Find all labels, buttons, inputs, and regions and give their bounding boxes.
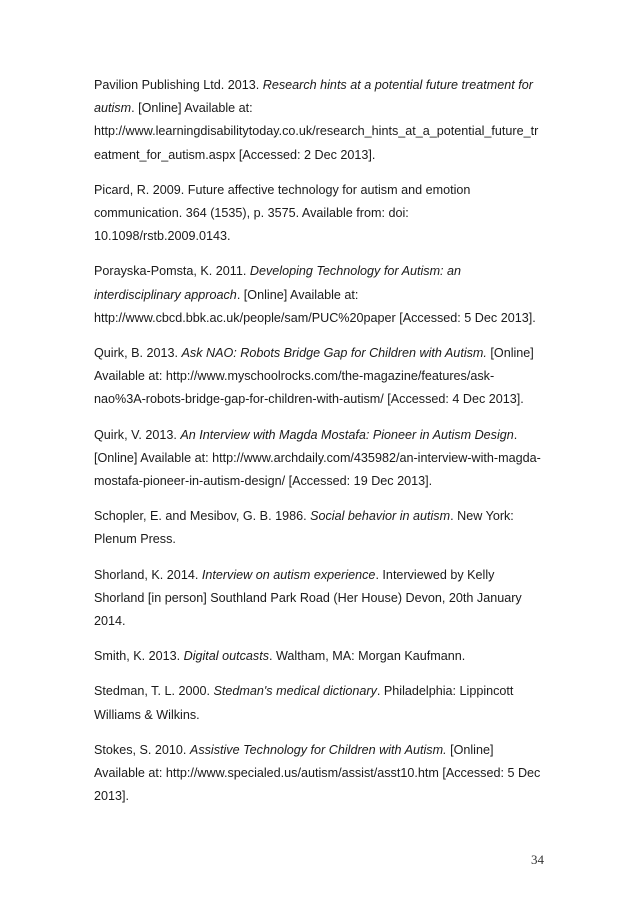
reference-text: Stedman, T. L. 2000. [94, 684, 214, 699]
reference-entry [94, 74, 544, 167]
reference-title: Ask NAO: Robots Bridge Gap for Children with Autism. [181, 346, 487, 361]
reference-title: Stedman's medical dictionary [213, 684, 377, 699]
reference-text: . [Online] Available at: http://www.archdaily.com/435982/an-interview-with-magda-mostafa-pioneer-in-autism-design/ [Accessed: 19 Dec 2013]. [94, 427, 541, 489]
reference-entry [94, 260, 544, 330]
reference-text: [Online] Available at: http://www.myschoolrocks.com/the-magazine/features/ask-nao%3A-robots-bridge-gap-for-children-with-autism/ [Accessed: 4 Dec 2013]. [94, 346, 534, 407]
reference-text: . Interviewed by Kelly Shorland [in person] Southland Park Road (Her House) Devon, 20th January 2014. [94, 567, 522, 629]
reference-title: An Interview with Magda Mostafa: Pioneer in Autism Design [180, 427, 514, 442]
reference-text: Porayska-Pomsta, K. 2011. [94, 264, 250, 279]
reference-entry [94, 505, 544, 551]
reference-entry [94, 424, 544, 494]
reference-text: Picard, R. 2009. Future affective technology for autism and emotion communication. 364 (1535), p. 3575. Available from: doi: 10.1098/rstb.2009.0143. [94, 182, 471, 244]
reference-text: [Online] Available at: http://www.specialed.us/autism/assist/asst10.htm [Accessed: 5 Dec 2013]. [94, 742, 541, 804]
reference-title: Developing Technology for Autism: an interdisciplinary approach [94, 264, 462, 302]
reference-text: Stokes, S. 2010. [94, 742, 190, 757]
reference-title: Research hints at a potential future treatment for autism [94, 78, 533, 116]
reference-text: . Waltham, MA: Morgan Kaufmann. [269, 649, 466, 664]
reference-text: Smith, K. 2013. [94, 649, 184, 664]
reference-entry [94, 342, 544, 412]
reference-text: . [Online] Available at: http://www.learningdisabilitytoday.co.uk/research_hints_at_a_potential_future_treatment_for_autism.aspx [Accessed: 2 Dec 2013]. [94, 101, 539, 162]
reference-entry [94, 564, 544, 634]
reference-entry [94, 179, 544, 249]
reference-title: Digital outcasts [183, 649, 270, 664]
reference-title: Assistive Technology for Children with Autism. [189, 742, 447, 757]
reference-entry [94, 680, 544, 726]
reference-text: . [Online] Available at: http://www.cbcd.bbk.ac.uk/people/sam/PUC%20paper [Accessed: 5 Dec 2013]. [94, 287, 536, 325]
reference-title: Interview on autism experience [201, 567, 376, 582]
reference-text: . New York: Plenum Press. [94, 509, 514, 547]
reference-text: Shorland, K. 2014. [94, 567, 202, 582]
reference-text: Quirk, V. 2013. [94, 427, 181, 442]
reference-text: . Philadelphia: Lippincott Williams & Wilkins. [94, 684, 514, 722]
reference-text: Quirk, B. 2013. [94, 346, 182, 361]
page-number: 34 [531, 852, 544, 867]
reference-text: Pavilion Publishing Ltd. 2013. [94, 78, 263, 92]
reference-text: Schopler, E. and Mesibov, G. B. 1986. [94, 509, 311, 524]
reference-list [94, 74, 544, 820]
reference-title: Social behavior in autism [310, 509, 451, 524]
reference-entry [94, 739, 544, 809]
reference-entry [94, 645, 544, 668]
